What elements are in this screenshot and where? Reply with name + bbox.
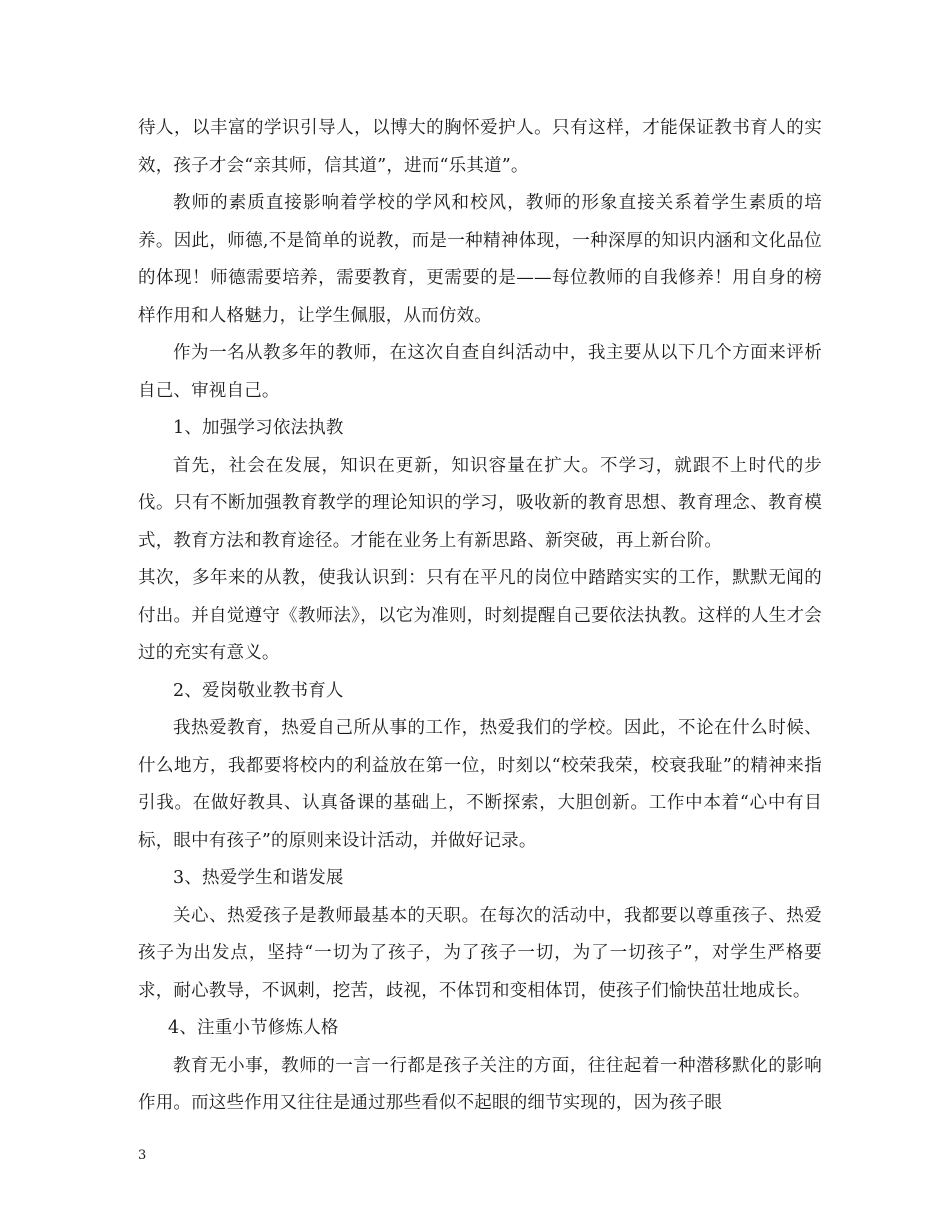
section-heading-1: 1、加强学习依法执教 bbox=[173, 418, 344, 438]
section-heading-2: 2、爱岗敬业教书育人 bbox=[173, 680, 344, 701]
paragraph-study-second: 其次，多年来的从教，使我认识到：只有在平凡的岗位中踏踏实实的工作，默默无闻的付出。并自觉遵守《教师法》，以它为准则，时刻提醒自己要依法执教。这样的人生才会过的充实有意义。 bbox=[138, 568, 822, 663]
paragraph-love-students: 关心、热爱孩子是教师最基本的天职。在每次的活动中，我都要以尊重孩子、热爱孩子为出发点，坚持“一切为了孩子，为了孩子一切，为了一切孩子”，对学生严格要求，耐心教导，不讽刺，挖苦，歧视，不体罚和变相体罚，使孩子们愉快茁壮地成长。 bbox=[138, 905, 822, 1001]
section-heading-4: 4、注重小节修炼人格 bbox=[168, 1018, 339, 1038]
page-number: 3 bbox=[138, 1148, 147, 1163]
paragraph-study-first: 首先，社会在发展，知识在更新，知识容量在扩大。不学习，就跟不上时代的步伐。只有不断加强教育教学的理论知识的学习，吸收新的教育思想、教育理念、教育模式，教育方法和教育途径。才能在业务上有新思路、新突破，再上新台阶。 bbox=[138, 455, 822, 551]
paragraph-teacher-quality: 教师的素质直接影响着学校的学风和校风，教师的形象直接关系着学生素质的培养。因此，师德,不是简单的说教，而是一种精神体现，一种深厚的知识内涵和文化品位的体现！师德需要培养，需要教育，更需要的是——每位教师的自我修养！用自身的榜样作用和人格魅力，让学生佩服，从而仿效。 bbox=[138, 193, 822, 326]
paragraph-small-details: 教育无小事，教师的一言一行都是孩子关注的方面，往往起着一种潜移默化的影响作用。而这些作用又往往是通过那些看似不起眼的细节实现的，因为孩子眼 bbox=[138, 1055, 822, 1113]
paragraph-continuation: 待人，以丰富的学识引导人，以博大的胸怀爱护人。只有这样，才能保证教书育人的实效，孩子才会“亲其师，信其道”，进而“乐其道”。 bbox=[138, 118, 822, 176]
paragraph-self-review-intro: 作为一名从教多年的教师，在这次自查自纠活动中，我主要从以下几个方面来评析自己、审视自己。 bbox=[138, 343, 822, 401]
section-heading-3: 3、热爱学生和谐发展 bbox=[173, 868, 344, 888]
document-body bbox=[138, 110, 822, 1123]
paragraph-love-job: 我热爱教育，热爱自己所从事的工作，热爱我们的学校。因此，不论在什么时候、什么地方，我都要将校内的利益放在第一位，时刻以“校荣我荣，校衰我耻”的精神来指引我。在做好教具、认真备课的基础上，不断探索，大胆创新。工作中本着“心中有目标，眼中有孩子”的原则来设计活动，并做好记录。 bbox=[138, 718, 822, 851]
